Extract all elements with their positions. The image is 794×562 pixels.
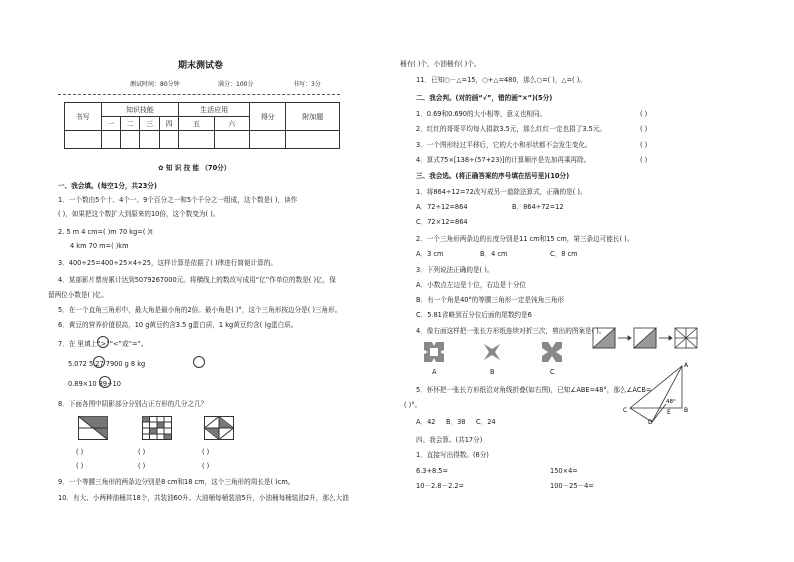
table-cell: 附加题 (286, 103, 340, 131)
answer-paren[interactable]: ( ) (76, 448, 84, 456)
section-header: ✿ 知 识 技 能 （70分） (158, 164, 231, 172)
table-cell: 生活应用 (179, 103, 250, 117)
calc-item: 6.3+8.5= (416, 467, 449, 475)
vertex-label-c: C (623, 407, 628, 414)
vertex-label-e: E (667, 409, 671, 416)
q-line: 4．像右面这样把一张长方形纸连续对折三次，剪出的图案是( )。 (416, 327, 606, 335)
table-cell: 三 (140, 117, 159, 131)
calc-item: 150×4= (550, 467, 578, 475)
table-cell: 得分 (249, 103, 286, 131)
judge-paren[interactable]: ( ) (640, 110, 648, 118)
divider (58, 94, 340, 95)
cut-pattern-a (422, 340, 446, 364)
q-line: 5．怀怀把一张长方形纸沿对角线折叠(如右图)，已知∠ABE=48°，那么∠ACB= (416, 386, 652, 394)
q-line: 一、我会填。(每空1分，共23分) (58, 182, 157, 190)
angle-label: 48° (666, 399, 676, 405)
q-line: 三、我会选。(将正确答案的序号填在括号里)(10分) (416, 172, 570, 180)
option-label: A (432, 368, 437, 376)
option: C．8 cm (550, 250, 578, 258)
judge-paren[interactable]: ( ) (640, 141, 648, 149)
q-line: 11．已知○－△=15，○+△=480，那么○=( )，△=( )。 (416, 76, 586, 84)
table-cell (101, 131, 120, 149)
option: B．4 cm (480, 250, 508, 258)
table-cell (140, 131, 159, 149)
judge-paren[interactable]: ( ) (640, 125, 648, 133)
q-line: 2．一个三角形两条边的长度分别是11 cm和15 cm，第三条边可能长( )。 (416, 235, 634, 243)
q-line: 3．400÷25=400÷25×4÷25，这样计算是依据了( )律进行简便计算的。 (58, 259, 277, 267)
answer-paren[interactable]: ( ) (202, 462, 210, 470)
vertex-label-b: B (684, 407, 689, 414)
table-cell: 二 (120, 117, 139, 131)
info-writing: 书写：3分 (293, 81, 321, 88)
info-score: 满分：100分 (218, 81, 254, 88)
q-line: 桶有( )个，小油桶有( )个。 (400, 60, 481, 68)
answer-paren[interactable]: ( ) (202, 448, 210, 456)
option: A．72÷12=864 (416, 203, 468, 211)
table-cell (214, 131, 249, 149)
option: B．有一个角是40°的等腰三角形一定是钝角三角形 (416, 296, 565, 304)
judge-paren[interactable]: ( ) (640, 156, 648, 164)
flower-icon: ✿ (158, 164, 166, 172)
q-line: 6．黄豆的营养价值很高，10 g黄豆约含3.5 g蛋白质，1 kg黄豆约含( )g蛋白质。 (58, 321, 298, 329)
table-cell: 书写 (65, 103, 102, 131)
vertex-label-d: D (648, 419, 653, 424)
table-cell: 五 (179, 117, 214, 131)
table-cell (65, 131, 102, 149)
exam-title: 期末测试卷 (178, 61, 224, 71)
answer-paren[interactable]: ( ) (138, 448, 146, 456)
q-line: 1．一个数由5个十、4个一、9个百分之一和5个千分之一组成，这个数是( )，读作 (58, 196, 298, 204)
q-line: ( )，如果把这个数扩大到原来的10倍，这个数变为( )。 (58, 210, 220, 218)
table-cell: 四 (159, 117, 178, 131)
table-cell (179, 131, 214, 149)
answer-paren[interactable]: ( ) (76, 462, 84, 470)
compare-circle[interactable] (99, 376, 111, 388)
q-line: 2. 5 m 4 cm=( )m 70 kg=( )t (58, 228, 153, 236)
score-table (64, 102, 340, 149)
option: C．72×12=864 (416, 218, 468, 226)
q-line: 7．在 里填上“>”“<”或“=”。 (58, 340, 148, 348)
q-line: 4．某部影片票房累计达到5079267000元。将横线上的数改写成用“亿”作单位的数是( )亿，保 (58, 276, 336, 284)
calc-item: 100－25－4= (550, 482, 594, 490)
q-line: 1．直接写出得数。(8分) (416, 451, 489, 459)
q-line: 3．下列说法正确的是( )。 (416, 266, 494, 274)
q-line: 10．有大、小两种油桶共18个，共装油60升。大油桶每桶装油5升，小油桶每桶装油2升，那么大油 (58, 494, 349, 502)
table-cell: 六 (214, 117, 249, 131)
square-figure-3 (204, 416, 234, 440)
compare-circle[interactable] (97, 336, 109, 348)
q-line: ( )°。 (404, 401, 422, 409)
q-line: 9．一个等腰三角形的两条边分别是8 cm和18 cm，这个三角形的周长是( )cm。 (58, 478, 295, 486)
q-line: 3．一个图形经过平移后，它的大小和形状都不会发生变化。 (416, 141, 592, 149)
q-line: 5．在一个直角三角形中，最大角是最小角的2倍。最小角是( )°，这个三角形按边分是( )三角形。 (58, 306, 342, 314)
calc-item: 10－2.8－2.2= (416, 482, 465, 490)
square-figure-2 (142, 416, 172, 440)
option: B．864÷72=12 (512, 203, 564, 211)
q-line: 4 km 70 m=( )km (70, 242, 129, 250)
table-cell (286, 131, 340, 149)
option-label: C (550, 368, 555, 376)
compare-circle[interactable] (93, 356, 105, 368)
q-line: 4．算式75×[138÷(57+23)]的计算顺序是先加再乘再除。 (416, 156, 591, 164)
table-cell (159, 131, 178, 149)
folding-diagram (592, 326, 732, 352)
q-line: 1．将864÷12=72改写成另一道除法算式，正确的是( )。 (416, 188, 587, 196)
option: C．24 (476, 418, 496, 426)
option: C．5.81省略到百分位后面的尾数约是6 (416, 311, 532, 319)
q-line: 5.072 5.27 7900 g 8 kg (68, 360, 146, 368)
option: A．3 cm (416, 250, 444, 258)
vertex-label-a: A (684, 362, 689, 369)
compare-circle[interactable] (193, 356, 205, 368)
info-time: 测试时间：80分钟 (130, 81, 180, 88)
fold-triangle-figure (622, 358, 692, 424)
q-line: 0.89×10 89÷10 (68, 380, 121, 388)
q-line: 1．0.69和0.690的大小相等，意义也相同。 (416, 110, 547, 118)
option: A．42 (416, 418, 436, 426)
q-line: 四、我会算。(共17分) (416, 436, 483, 444)
answer-paren[interactable]: ( ) (138, 462, 146, 470)
option: A．小数点左边是十位，右边是十分位 (416, 281, 527, 289)
table-cell (120, 131, 139, 149)
q-line: 二、我会判。(对的画“√”，错的画“×”)(5分) (416, 94, 553, 102)
square-figure-1 (78, 416, 108, 440)
option: B．38 (446, 418, 466, 426)
cut-pattern-c (540, 340, 564, 364)
option-label: B (490, 368, 495, 376)
q-line: 8．下面各图中阴影部分分别占正方形的几分之几？ (58, 400, 208, 408)
q-line: 留两位小数是( )亿。 (48, 291, 108, 299)
table-cell: 一 (101, 117, 120, 131)
cut-pattern-b (480, 340, 504, 364)
table-cell (249, 131, 286, 149)
table-cell: 知识技能 (101, 103, 179, 117)
q-line: 2．红红的哥哥平均每人捐款3.5元，那么红红一定也捐了3.5元。 (416, 125, 607, 133)
